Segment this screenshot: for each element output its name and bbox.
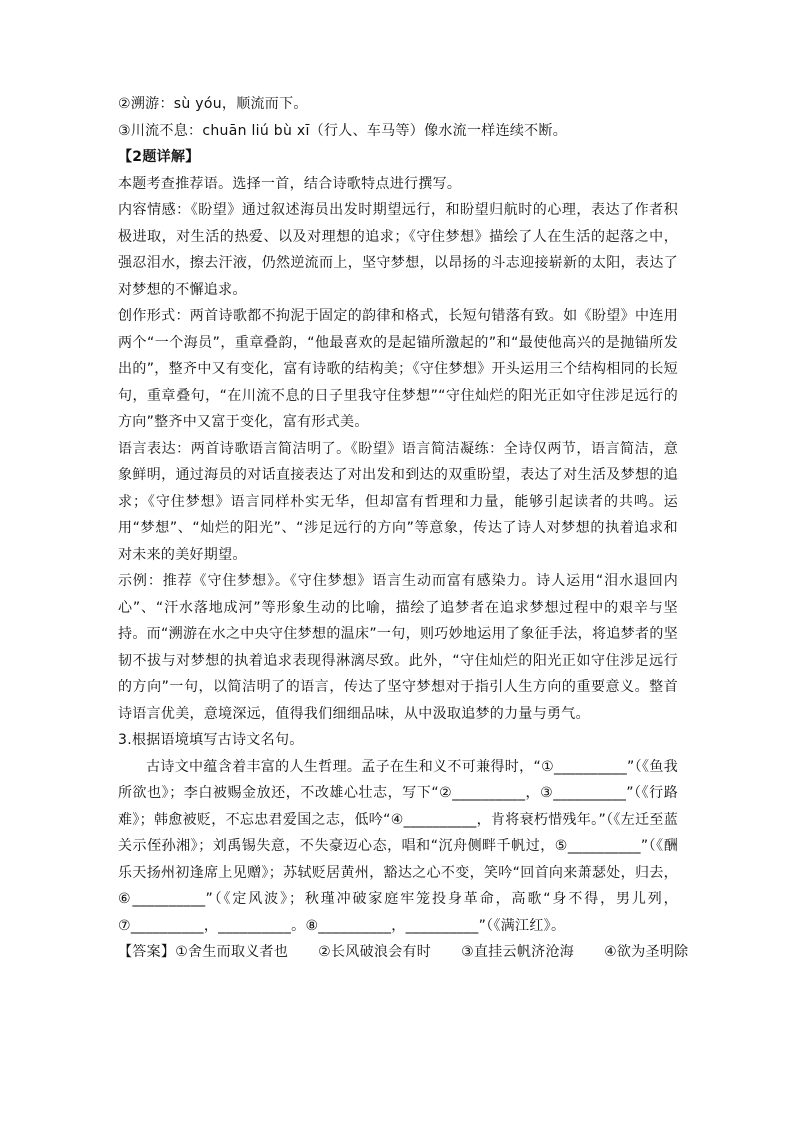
q2-intro: 本题考查推荐语。选择一首，结合诗歌特点进行撰写。 (118, 175, 462, 192)
answer-item: ②长风破浪会有时 (318, 944, 432, 960)
q2-example-paragraph: 示例：推荐《守住梦想》。《守住梦想》语言生动而富有感染力。诗人运用“泪水退回内心”、“汗水落地成河”等形象生动的比喻，描绘了追梦者在追求梦想过程中的艰辛与坚持。而“溯游在水之中央守住梦想的温床”一句，则巧妙地运用了象征手法，将追梦者的坚韧不拔与对梦想的执着追求表现得淋漓尽致。此外，“守住灿烂的阳光正如守住涉足远行的方向”一句，以简洁明了的语言，传达了坚守梦想对于指引人生方向的重要意义。整首诗语言优美，意境深远，值得我们细细品味，从中汲取追梦的力量与勇气。 (118, 573, 678, 722)
note-chuanliubuxi: ③川流不息：chuān liú bù xī（行人、车马等）像水流一样连续不断。 (118, 122, 568, 139)
q2-language-paragraph: 语言表达：两首诗歌语言简洁明了。《盼望》语言简洁凝练：全诗仅两节，语言简洁，意象鲜明，通过海员的对话直接表达了对出发和到达的双重盼望，表达了对生活及梦想的追求；《守住梦想》语言同样朴实无华，但却富有哲理和力量，能够引起读者的共鸣。运用“梦想”、“灿烂的阳光”、“涉足远行的方向”等意象，传达了诗人对梦想的执着追求和对未来的美好期望。 (118, 440, 678, 563)
q2-heading: 【2题详解】 (118, 149, 200, 165)
answer-label: 【答案】 (118, 944, 176, 960)
q3-body-paragraph: 古诗文中蕴含着丰富的人生哲理。孟子在生和义不可兼得时，“①__________”（《鱼我所欲也》；李白被赐金放还，不改雄心壮志，写下“②__________，③__________”（《行路难》；韩愈被贬，不忘忠君爱国之志，低吟“④__________，肯将衰朽惜残年。”（《左迁至蓝关示侄孙湘》；刘禹锡失意，不失豪迈心态，唱和“沉舟侧畔千帆过，⑤__________”（《酬乐天扬州初逢席上见赠》；苏轼贬居黄州，豁达之心不变，笑吟“回首向来萧瑟处，归去，⑥__________”（《定风波》；秋瑾冲破家庭牢笼投身革命，高歌“身不得，男儿列，⑦__________，__________。⑧__________，__________”（《满江红》。 (118, 758, 678, 934)
answer-item: ④欲为圣明除 (604, 944, 689, 960)
q2-content-paragraph: 内容情感：《盼望》通过叙述海员出发时期望远行，和盼望归航时的心理，表达了作者积极进取，对生活的热爱、以及对理想的追求；《守住梦想》描绘了人在生活的起落之中，强忍泪水，擦去汗液，仍然逆流而上，坚守梦想，以昂扬的斗志迎接崭新的太阳，表达了对梦想的不懈追求。 (118, 202, 678, 298)
note-suyou: ②溯游：sù yóu，顺流而下。 (118, 96, 308, 112)
document-page (118, 91, 689, 966)
answer-item: ①舍生而取义者也 (175, 944, 289, 960)
answer-item: ③直挂云帆济沧海 (461, 944, 575, 960)
q2-form-paragraph: 创作形式：两首诗歌都不拘泥于固定的韵律和格式，长短句错落有致。如《盼望》中连用两个“一个海员”，重章叠韵，“他最喜欢的是起锚所激起的”和“最使他高兴的是抛锚所发出的”，整齐中又有变化，富有诗歌的结构美；《守住梦想》开头运用三个结构相同的长短句，重章叠句，“在川流不息的日子里我守住梦想”“守住灿烂的阳光正如守住涉足远行的方向”整齐中又富于变化，富有形式美。 (118, 308, 678, 430)
answer-label-and-first (118, 939, 288, 966)
answer-row (118, 939, 689, 966)
q3-title: 3.根据语境填写古诗文名句。 (118, 732, 304, 748)
